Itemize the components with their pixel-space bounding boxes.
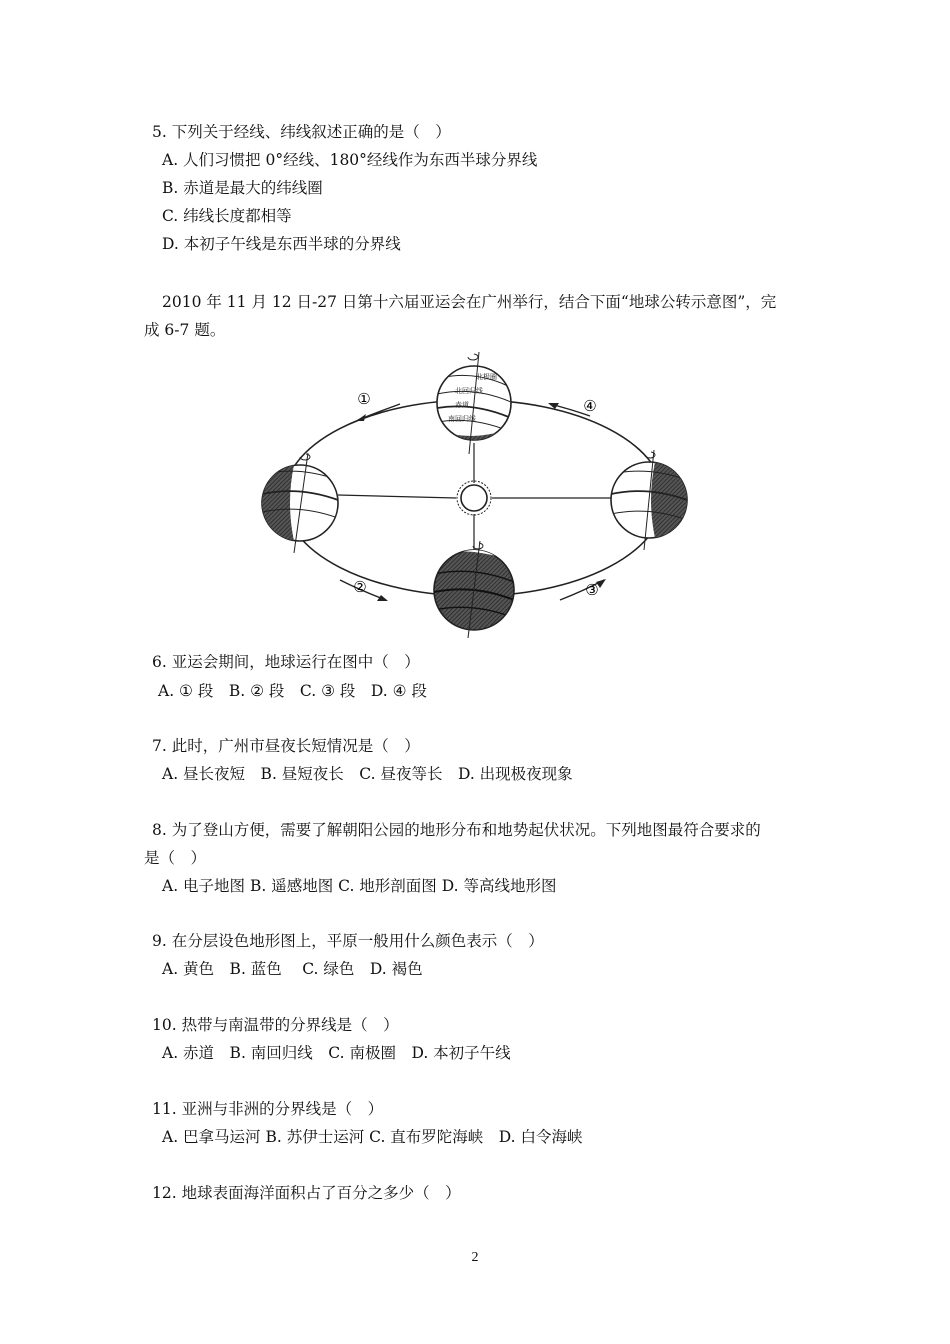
segment-label-3: ③: [585, 581, 599, 599]
q5-option-d: D. 本初子午线是东西半球的分界线: [162, 235, 401, 253]
q5-stem: 5. 下列关于经线、纬线叙述正确的是（ ）: [152, 123, 451, 141]
globe-label-arctic-circle: 北极圈: [476, 373, 497, 381]
page-number: 2: [471, 1250, 479, 1265]
q5-option-b: B. 赤道是最大的纬线圈: [162, 179, 323, 197]
q9-stem: 9. 在分层设色地形图上，平原一般用什么颜色表示（ ）: [152, 932, 544, 950]
q5-option-c: C. 纬线长度都相等: [162, 207, 292, 225]
earth-globe-bottom: [434, 541, 514, 638]
q12-stem: 12. 地球表面海洋面积占了百分之多少（ ）: [152, 1184, 461, 1202]
q7-stem: 7. 此时，广州市昼夜长短情况是（ ）: [152, 737, 420, 755]
q8-stem-line-1: 8. 为了登山方便，需要了解朝阳公园的地形分布和地势起伏状况。下列地图最符合要求的: [152, 821, 761, 839]
earth-revolution-diagram: [250, 348, 700, 638]
q6-options: A. ① 段 B. ② 段 C. ③ 段 D. ④ 段: [158, 682, 427, 700]
globe-label-tropic-cancer: 北回归线: [455, 387, 483, 395]
q10-stem: 10. 热带与南温带的分界线是（ ）: [152, 1016, 399, 1034]
q6-stem: 6. 亚运会期间，地球运行在图中（ ）: [152, 653, 420, 671]
q8-options: A. 电子地图 B. 遥感地图 C. 地形剖面图 D. 等高线地形图: [162, 877, 557, 895]
globe-label-equator: 赤道: [455, 401, 469, 409]
q8-stem-line-2: 是（ ）: [144, 849, 207, 867]
segment-label-1: ①: [357, 390, 371, 408]
globe-label-tropic-capricorn: 南回归线: [448, 415, 476, 423]
earth-globe-left: [262, 453, 338, 553]
q5-option-a: A. 人们习惯把 0°经线、180°经线作为东西半球分界线: [162, 151, 538, 169]
q11-stem: 11. 亚洲与非洲的分界线是（ ）: [152, 1100, 384, 1118]
sun-icon: [457, 481, 491, 515]
q9-options: A. 黄色 B. 蓝色 C. 绿色 D. 褐色: [162, 960, 423, 978]
earth-globe-right: [611, 450, 687, 550]
earth-globe-top: [437, 352, 511, 454]
q10-options: A. 赤道 B. 南回归线 C. 南极圈 D. 本初子午线: [162, 1044, 511, 1062]
q7-options: A. 昼长夜短 B. 昼短夜长 C. 昼夜等长 D. 出现极夜现象: [162, 765, 573, 783]
intro-line-1: 2010 年 11 月 12 日-27 日第十六届亚运会在广州举行，结合下面“地球公转示意图”，完: [162, 293, 777, 311]
q11-options: A. 巴拿马运河 B. 苏伊士运河 C. 直布罗陀海峡 D. 白令海峡: [162, 1128, 583, 1146]
segment-label-4: ④: [583, 397, 597, 415]
segment-arrow-3: [560, 579, 606, 600]
segment-label-2: ②: [353, 578, 367, 596]
intro-line-2: 成 6-7 题。: [144, 321, 226, 339]
